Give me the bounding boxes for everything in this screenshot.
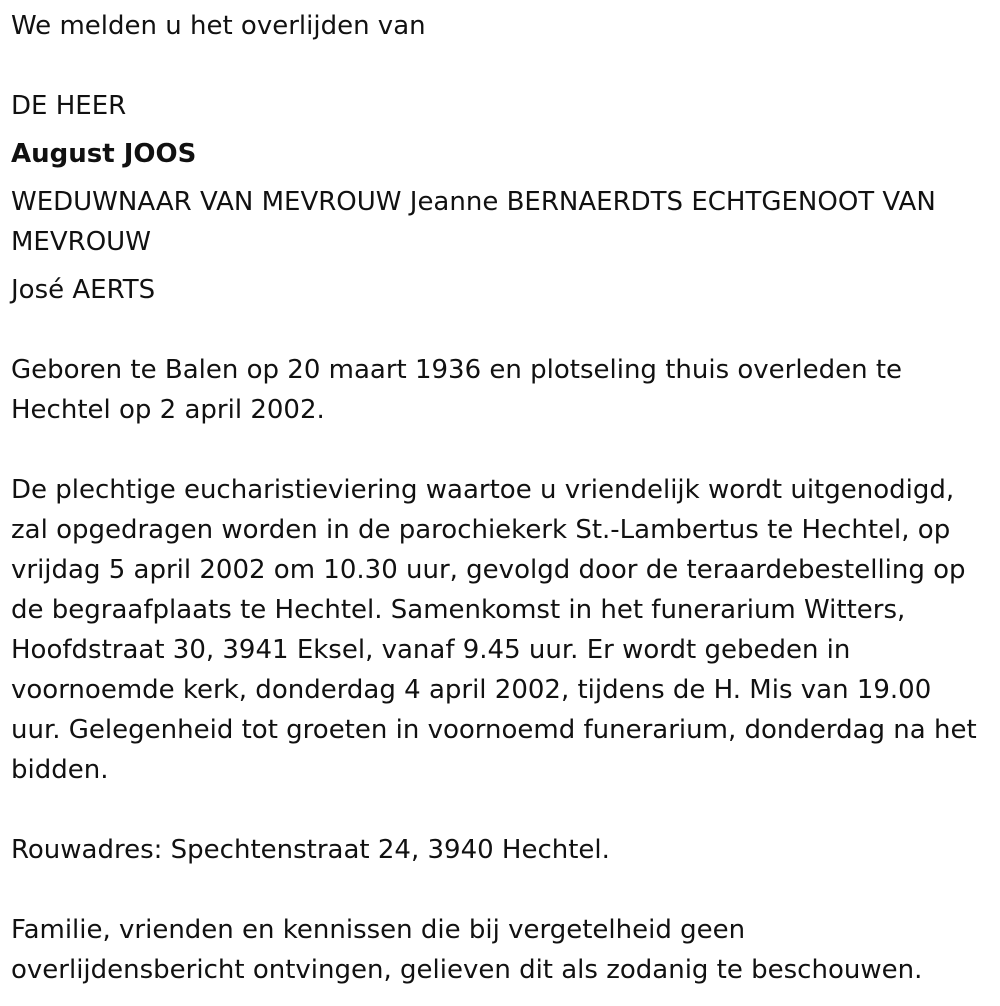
spouse-name: José AERTS bbox=[11, 275, 156, 305]
birth-death-text: Geboren te Balen op 20 maart 1936 en plotseling thuis overleden te Hechtel op 2 april 2002. bbox=[11, 355, 903, 425]
deceased-name: August JOOS bbox=[11, 139, 197, 169]
closing-text: Familie, vrienden en kennissen die bij vergetelheid geen overlijdensbericht ontvingen, gelieven dit als zodanig te beschouwen. bbox=[11, 915, 923, 985]
intro-text: We melden u het overlijden van bbox=[11, 11, 426, 41]
address-text: Rouwadres: Spechtenstraat 24, 3940 Hechtel. bbox=[11, 835, 610, 865]
title-text: DE HEER bbox=[11, 91, 127, 121]
relation-text: WEDUWNAAR VAN MEVROUW Jeanne BERNAERDTS ECHTGENOOT VAN MEVROUW bbox=[11, 187, 936, 257]
ceremony-text: De plechtige eucharistieviering waartoe u vriendelijk wordt uitgenodigd, zal opgedragen worden in de parochiekerk St.-Lambertus te Hechtel, op vrijdag 5 april 2002 om 10.30 uur, gevolgd door de teraardebestelling op de begraafplaats te Hechtel. Samenkomst in het funerarium Witters, Hoofdstraat 30, 3941 Eksel, vanaf 9.45 uur. Er wordt gebeden in voornoemde kerk, donderdag 4 april 2002, tijdens de H. Mis van 19.00 uur. Gelegenheid tot groeten in voornoemd funerarium, donderdag na het bidden. bbox=[11, 475, 977, 785]
